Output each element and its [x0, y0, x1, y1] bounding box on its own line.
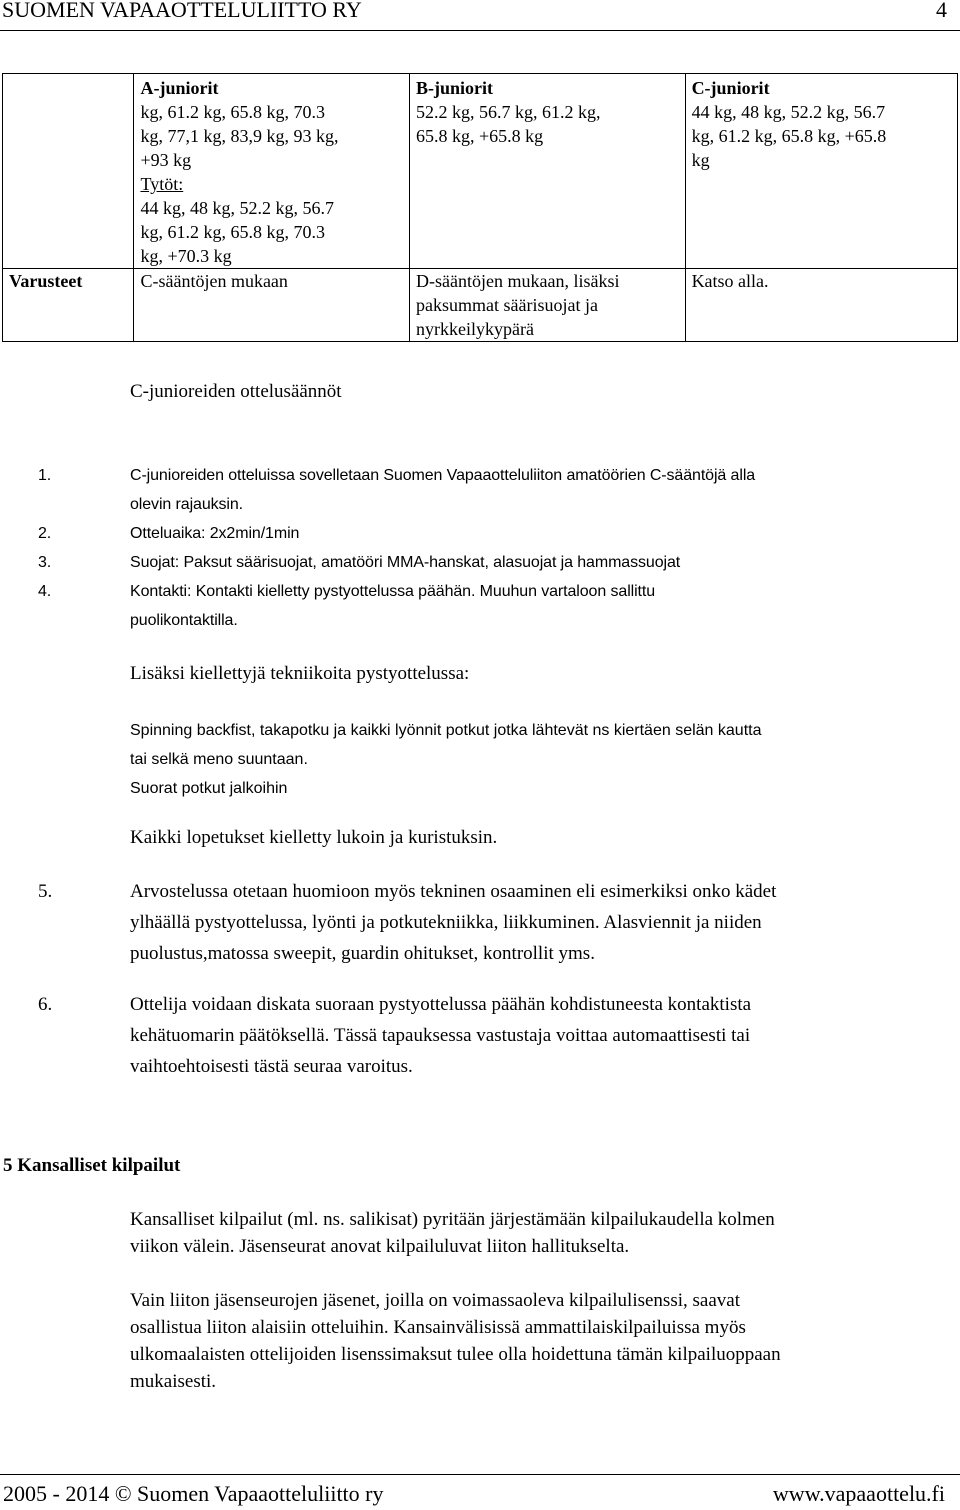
paragraph-line: Ottelija voidaan diskata suoraan pystyottelussa päähän kohdistuneesta kontaktista — [130, 994, 752, 1015]
list-item — [38, 519, 928, 548]
list-item-line: C-junioreiden otteluissa sovelletaan Suomen Vapaaotteluliiton amatöörien C-sääntöjä alla — [130, 467, 756, 484]
c-rules-list — [38, 461, 928, 635]
paragraph-line: viikon välein. Jäsenseurat anovat kilpailuluvat liiton hallitukselta. — [130, 1236, 630, 1257]
header-rule — [0, 30, 960, 31]
list-number: 1. — [38, 467, 52, 484]
list-number: 5. — [38, 881, 53, 902]
national-competitions-paragraph-2 — [130, 1287, 940, 1395]
national-competitions-paragraph-1 — [130, 1206, 940, 1260]
c-rules-title: C-junioreiden ottelusäännöt — [130, 381, 342, 402]
footer-copyright: 2005 - 2014 © Suomen Vapaaotteluliitto ry — [3, 1481, 384, 1506]
forbidden-technique-line: Spinning backfist, takapotku ja kaikki lyönnit potkut jotka lähtevät ns kiertäen selän kautta — [130, 722, 762, 739]
paragraph-line: mukaisesti. — [130, 1371, 217, 1392]
b-equipment-line: D-sääntöjen mukaan, lisäksi — [416, 271, 620, 291]
col-header-a-juniors: A-juniorit — [134, 74, 410, 101]
b-weights-line: 52.2 kg, 56.7 kg, 61.2 kg, — [416, 102, 601, 122]
b-weights-line: 65.8 kg, +65.8 kg — [416, 126, 544, 146]
paragraph-line: Vain liiton jäsenseurojen jäsenet, joilla on voimassaoleva kilpailulisenssi, saavat — [130, 1290, 740, 1311]
equipment-label: Varusteet — [3, 269, 134, 342]
rule-item-5 — [38, 876, 928, 969]
a-girls-weights-line: kg, 61.2 kg, 65.8 kg, 70.3 — [140, 222, 325, 242]
list-item-line: Otteluaika: 2x2min/1min — [130, 525, 300, 542]
table-header-row — [3, 74, 958, 101]
a-weights-line: kg, 61.2 kg, 65.8 kg, 70.3 — [140, 102, 325, 122]
a-juniors-weights — [134, 100, 410, 269]
paragraph-line: puolustus,matossa sweepit, guardin ohitukset, kontrollit yms. — [130, 943, 595, 964]
rule-item-6 — [38, 989, 928, 1082]
a-weights-line: kg, 77,1 kg, 83,9 kg, 93 kg, — [140, 126, 339, 146]
forbidden-technique-line: tai selkä meno suuntaan. — [130, 751, 308, 768]
section-heading: 5 Kansalliset kilpailut — [3, 1155, 181, 1176]
c-juniors-weights — [685, 100, 957, 269]
table-row-equipment — [3, 269, 958, 342]
header-title: SUOMEN VAPAAOTTELULIITTO RY — [2, 0, 362, 22]
col-header-c-juniors: C-juniorit — [685, 74, 957, 101]
c-weights-line: kg, 61.2 kg, 65.8 kg, +65.8 — [691, 126, 887, 146]
paragraph-line: vaihtoehtoisesti tästä seuraa varoitus. — [130, 1056, 413, 1077]
table-row-weights — [3, 100, 958, 269]
forbidden-techniques-list — [130, 716, 930, 803]
page-header — [0, 0, 960, 30]
a-girls-weights-line: kg, +70.3 kg — [140, 246, 232, 266]
list-item — [38, 461, 928, 519]
list-number: 3. — [38, 554, 52, 571]
list-item-line: Suojat: Paksut säärisuojat, amatööri MMA-hanskat, alasuojat ja hammassuojat — [130, 554, 681, 571]
paragraph-line: ylhäällä pystyottelussa, lyönti ja potkutekniikka, liikkuminen. Alasviennit ja niiden — [130, 912, 762, 933]
list-item — [38, 577, 928, 635]
forbidden-technique-line: Suorat potkut jalkoihin — [130, 780, 288, 797]
rule-item-6-text — [130, 989, 928, 1082]
footer-website-link[interactable]: www.vapaaottelu.fi — [772, 1481, 945, 1506]
paragraph-line: osallistua liiton alaisiin otteluihin. Kansainvälisissä ammattilaiskilpailuissa myös — [130, 1317, 746, 1338]
list-item-line: olevin rajauksin. — [130, 496, 244, 513]
list-number: 4. — [38, 583, 52, 600]
b-juniors-weights — [410, 100, 686, 269]
table-corner-cell — [3, 74, 134, 101]
a-juniors-equipment: C-sääntöjen mukaan — [134, 269, 410, 342]
col-header-b-juniors: B-juniorit — [410, 74, 686, 101]
girls-label: Tytöt: — [140, 174, 184, 194]
b-equipment-line: paksummat säärisuojat ja — [416, 295, 598, 315]
footer-rule — [0, 1474, 960, 1475]
list-item — [38, 548, 928, 577]
weights-label-cell — [3, 100, 134, 269]
paragraph-line: ulkomaalaisten ottelijoiden lisenssimaksut tulee olla hoidettuna tämän kilpailuoppaan — [130, 1344, 781, 1365]
paragraph-line: Kansalliset kilpailut (ml. ns. salikisat) pyritään järjestämään kilpailukaudella kolmen — [130, 1209, 775, 1230]
list-number: 6. — [38, 994, 53, 1015]
page-number: 4 — [936, 0, 947, 22]
a-girls-weights-line: 44 kg, 48 kg, 52.2 kg, 56.7 — [140, 198, 334, 218]
list-item-line: Kontakti: Kontakti kielletty pystyottelussa päähän. Muuhun vartaloon sallittu — [130, 583, 656, 600]
b-equipment-line: nyrkkeilykypärä — [416, 319, 534, 339]
paragraph-line: kehätuomarin päätöksellä. Tässä tapauksessa vastustaja voittaa automaattisesti tai — [130, 1025, 751, 1046]
a-weights-line: +93 kg — [140, 150, 192, 170]
c-weights-line: 44 kg, 48 kg, 52.2 kg, 56.7 — [691, 102, 886, 122]
b-juniors-equipment — [410, 269, 686, 342]
rule-item-5-text — [130, 876, 928, 969]
finishes-note: Kaikki lopetukset kielletty lukoin ja kuristuksin. — [130, 827, 498, 848]
c-juniors-equipment: Katso alla. — [685, 269, 957, 342]
forbidden-techniques-title: Lisäksi kiellettyjä tekniikoita pystyottelussa: — [130, 663, 470, 684]
list-number: 2. — [38, 525, 52, 542]
c-weights-line: kg — [691, 150, 710, 170]
list-item-line: puolikontaktilla. — [130, 612, 238, 629]
paragraph-line: Arvostelussa otetaan huomioon myös tekninen osaaminen eli esimerkiksi onko kädet — [130, 881, 777, 902]
weight-class-table — [2, 73, 958, 342]
